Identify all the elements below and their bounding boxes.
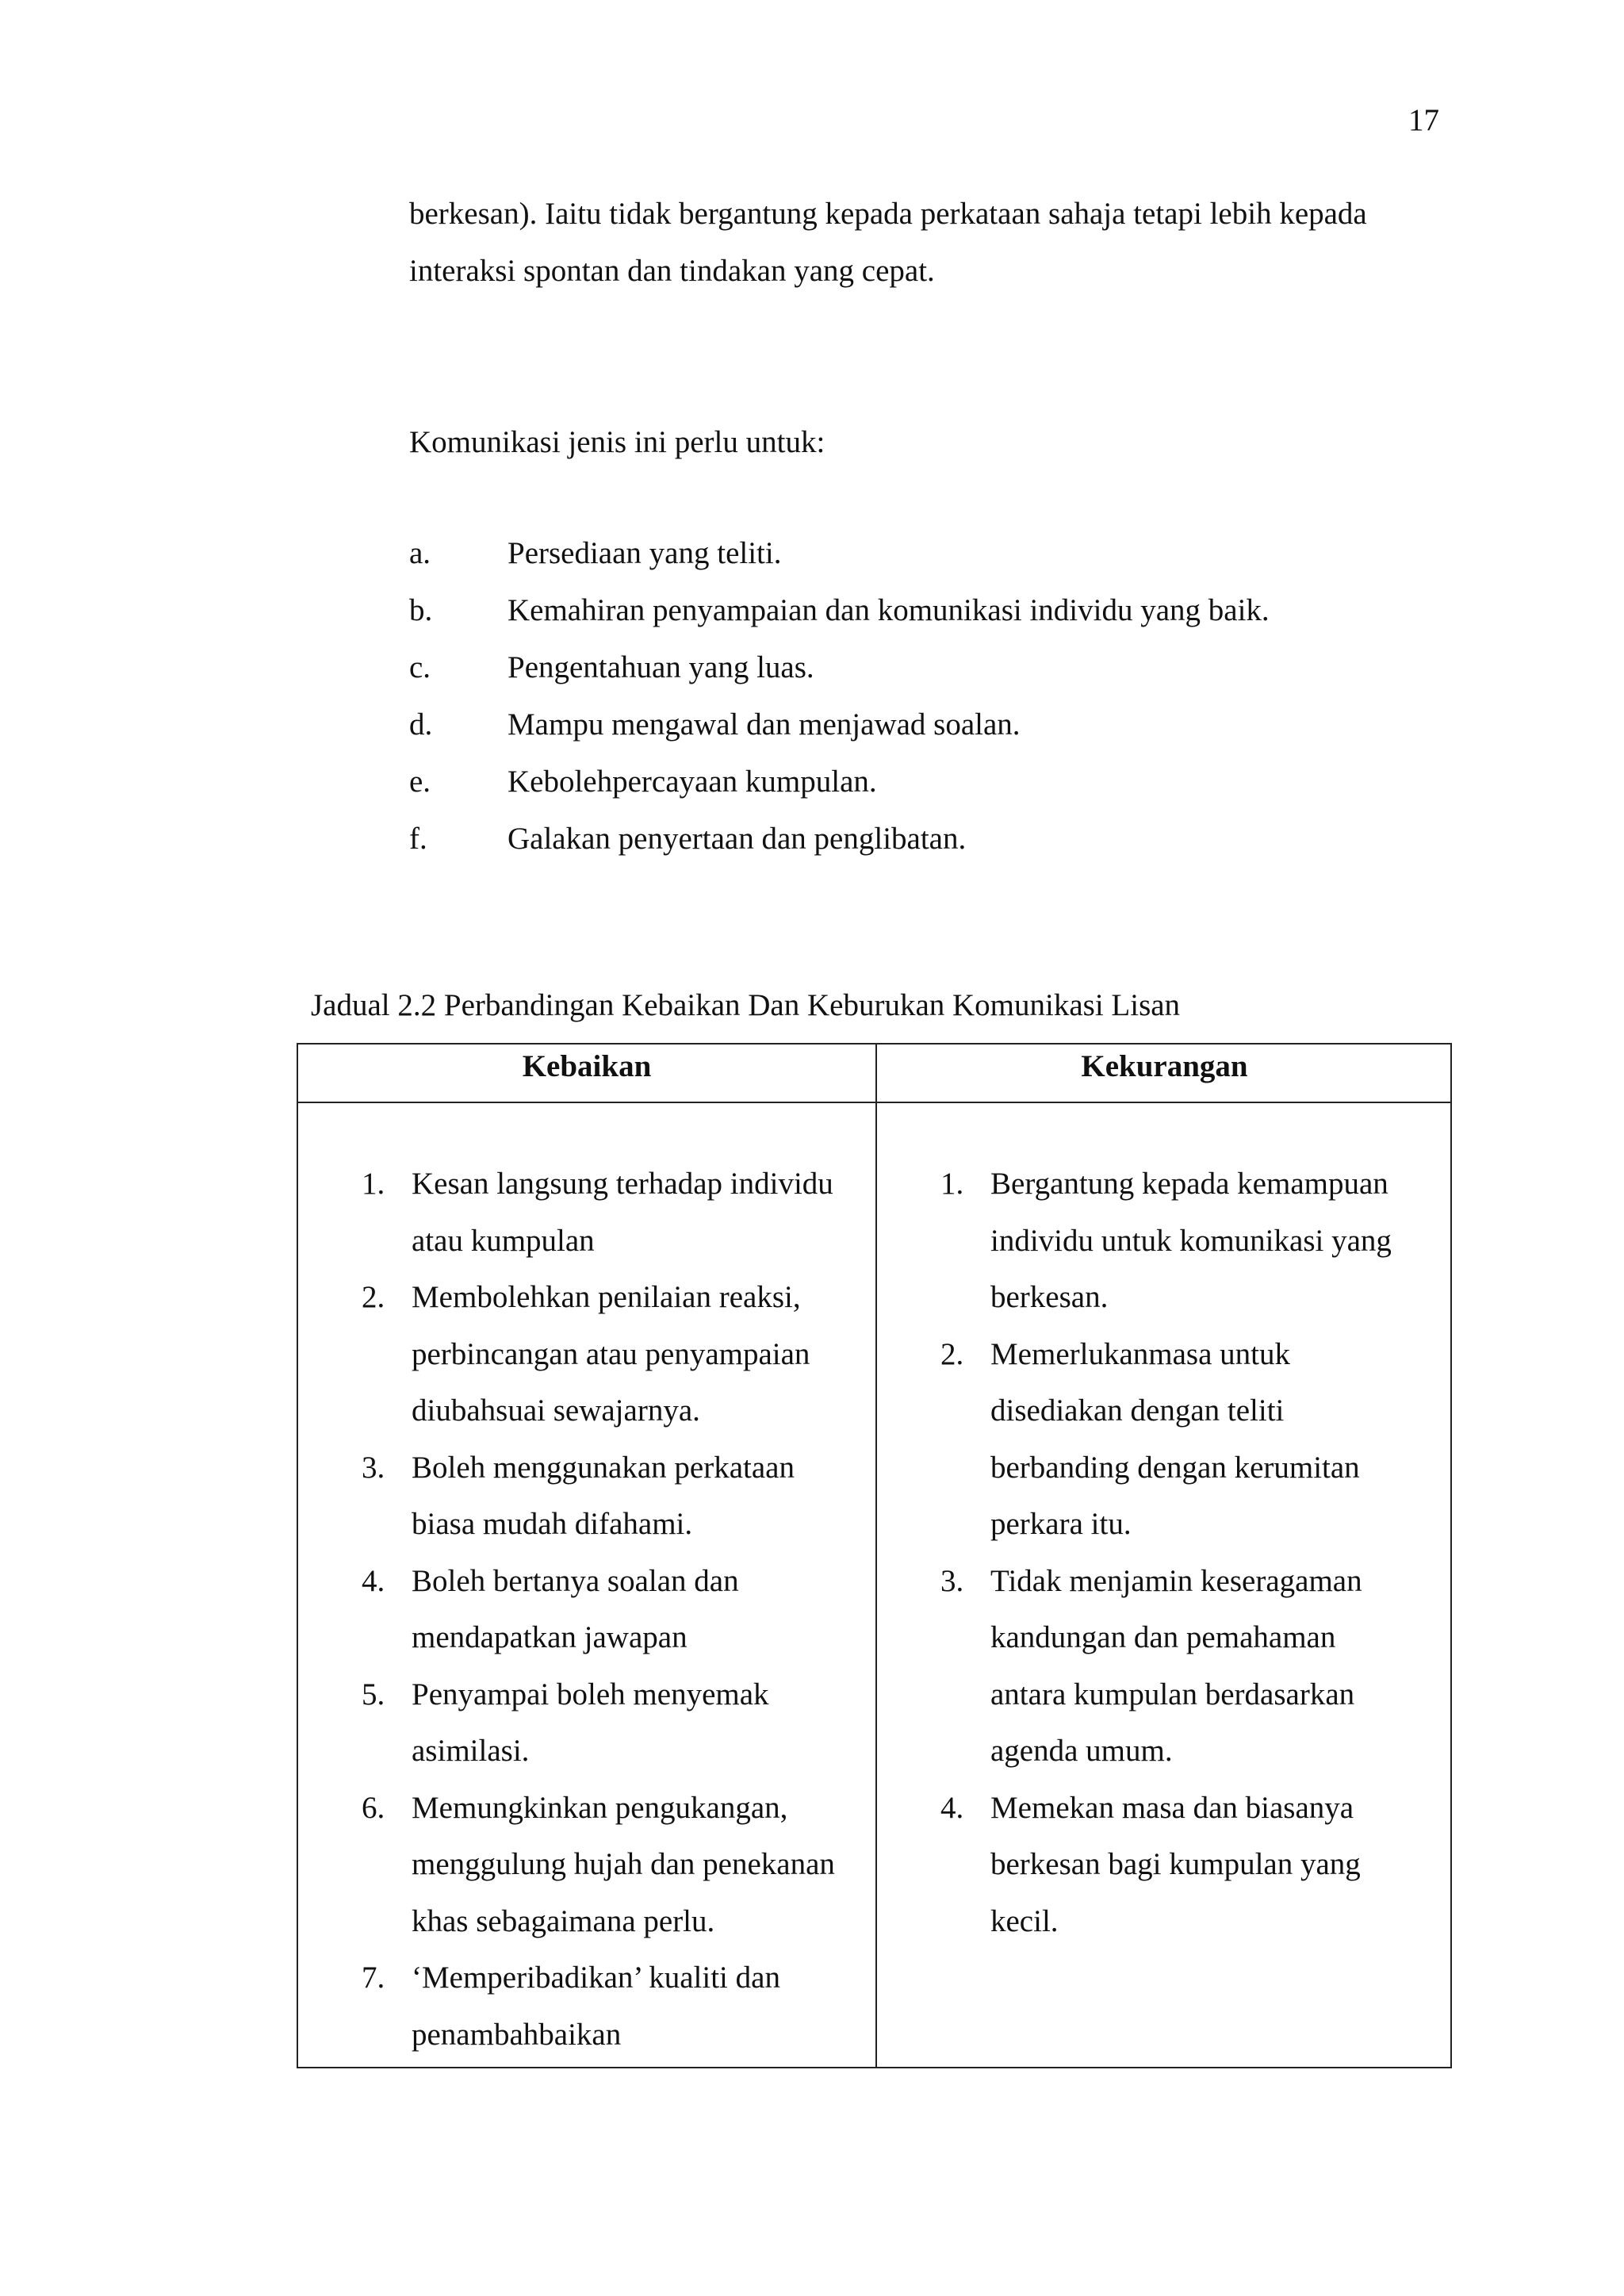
comparison-table: [297, 1043, 1452, 2068]
list-item-line: berkesan.: [990, 1280, 1109, 1314]
list-item-line: ‘Memperibadikan’ kualiti dan: [412, 1961, 780, 1995]
list-item: [409, 582, 1270, 639]
list-item: [409, 753, 1270, 811]
list-item-line: kecil.: [990, 1903, 1059, 1938]
list-item-line: Boleh menggunakan perkataan: [412, 1450, 795, 1485]
kekurangan-list: [940, 1156, 1448, 1949]
list-item-line: Bergantung kepada kemampuan: [990, 1167, 1388, 1201]
list-marker: e.: [409, 765, 431, 799]
list-item: [362, 1780, 869, 1950]
page-number: 17: [1408, 103, 1439, 137]
list-item: [362, 1269, 869, 1439]
list-number: 3.: [362, 1450, 385, 1485]
column-divider: [875, 1045, 877, 2067]
list-item-line: menggulung hujah dan penekanan: [412, 1847, 835, 1881]
list-number: 2.: [940, 1336, 964, 1371]
list-item-line: asimilasi.: [412, 1734, 530, 1768]
list-item-line: Tidak menjamin keseragaman: [990, 1563, 1362, 1598]
list-marker: a.: [409, 536, 431, 570]
list-item-line: individu untuk komunikasi yang: [990, 1223, 1392, 1258]
list-item-line: mendapatkan jawapan: [412, 1620, 688, 1654]
list-item-line: berbanding dengan kerumitan: [990, 1450, 1360, 1485]
list-item: [409, 525, 1270, 582]
list-number: 4.: [362, 1563, 385, 1598]
list-marker: b.: [409, 593, 433, 627]
list-item: [940, 1326, 1448, 1553]
list-item-text: Mampu mengawal dan menjawad soalan.: [508, 707, 1021, 742]
list-item: [362, 1156, 869, 1269]
list-marker: c.: [409, 650, 431, 684]
paragraph-line: interaksi spontan dan tindakan yang cepat.: [409, 254, 935, 288]
list-number: 1.: [362, 1167, 385, 1201]
column-header-kekurangan: Kekurangan: [1081, 1049, 1248, 1083]
list-item-text: Galakan penyertaan dan penglibatan.: [508, 822, 967, 856]
list-number: 5.: [362, 1677, 385, 1711]
header-divider: [298, 1102, 1450, 1103]
list-item-line: Penyampai boleh menyemak: [412, 1677, 769, 1711]
paragraph-line: berkesan). Iaitu tidak bergantung kepada perkataan sahaja tetapi lebih kepada: [409, 197, 1367, 231]
list-item: [362, 1553, 869, 1666]
list-item-line: Memungkinkan pengukangan,: [412, 1790, 788, 1825]
column-header-kebaikan: Kebaikan: [522, 1049, 652, 1083]
list-item-line: Boleh bertanya soalan dan: [412, 1563, 739, 1598]
list-number: 4.: [940, 1790, 964, 1825]
list-marker: f.: [409, 822, 427, 856]
list-marker: d.: [409, 707, 433, 742]
list-item: [409, 696, 1270, 753]
list-item-line: Memekan masa dan biasanya: [990, 1790, 1354, 1825]
requirements-list: [409, 525, 1270, 868]
list-number: 3.: [940, 1563, 964, 1598]
list-item: [362, 1439, 869, 1553]
list-item: [940, 1553, 1448, 1780]
list-item-line: perbincangan atau penyampaian: [412, 1336, 810, 1371]
list-item-line: kandungan dan pemahaman: [990, 1620, 1336, 1654]
list-item-text: Pengentahuan yang luas.: [508, 650, 814, 684]
list-item-line: atau kumpulan: [412, 1223, 595, 1258]
list-number: 7.: [362, 1961, 385, 1995]
list-item-line: antara kumpulan berdasarkan: [990, 1677, 1355, 1711]
list-item: [940, 1156, 1448, 1326]
list-item-line: disediakan dengan teliti: [990, 1393, 1285, 1428]
list-item-text: Kebolehpercayaan kumpulan.: [508, 765, 877, 799]
list-item-line: Kesan langsung terhadap individu: [412, 1167, 833, 1201]
list-item-line: agenda umum.: [990, 1734, 1173, 1768]
list-item: [940, 1780, 1448, 1950]
list-number: 1.: [940, 1167, 964, 1201]
list-item-line: penambahbaikan: [412, 2017, 622, 2052]
list-item: [409, 639, 1270, 696]
table-caption: Jadual 2.2 Perbandingan Kebaikan Dan Keburukan Komunikasi Lisan: [311, 988, 1181, 1022]
list-item: [362, 1949, 869, 2063]
list-item: [409, 811, 1270, 868]
list-item-line: diubahsuai sewajarnya.: [412, 1393, 700, 1428]
list-number: 6.: [362, 1790, 385, 1825]
list-item-line: Memerlukanmasa untuk: [990, 1336, 1290, 1371]
list-item-text: Kemahiran penyampaian dan komunikasi individu yang baik.: [508, 593, 1270, 627]
paragraph-continuation: [409, 186, 1440, 300]
kebaikan-list: [362, 1156, 869, 2063]
list-item: [362, 1666, 869, 1780]
list-intro: Komunikasi jenis ini perlu untuk:: [409, 425, 825, 459]
list-number: 2.: [362, 1280, 385, 1314]
list-item-line: berkesan bagi kumpulan yang: [990, 1847, 1361, 1881]
list-item-line: khas sebagaimana perlu.: [412, 1903, 715, 1938]
list-item-text: Persediaan yang teliti.: [508, 536, 782, 570]
list-item-line: Membolehkan penilaian reaksi,: [412, 1280, 801, 1314]
list-item-line: biasa mudah difahami.: [412, 1507, 693, 1541]
list-item-line: perkara itu.: [990, 1507, 1132, 1541]
